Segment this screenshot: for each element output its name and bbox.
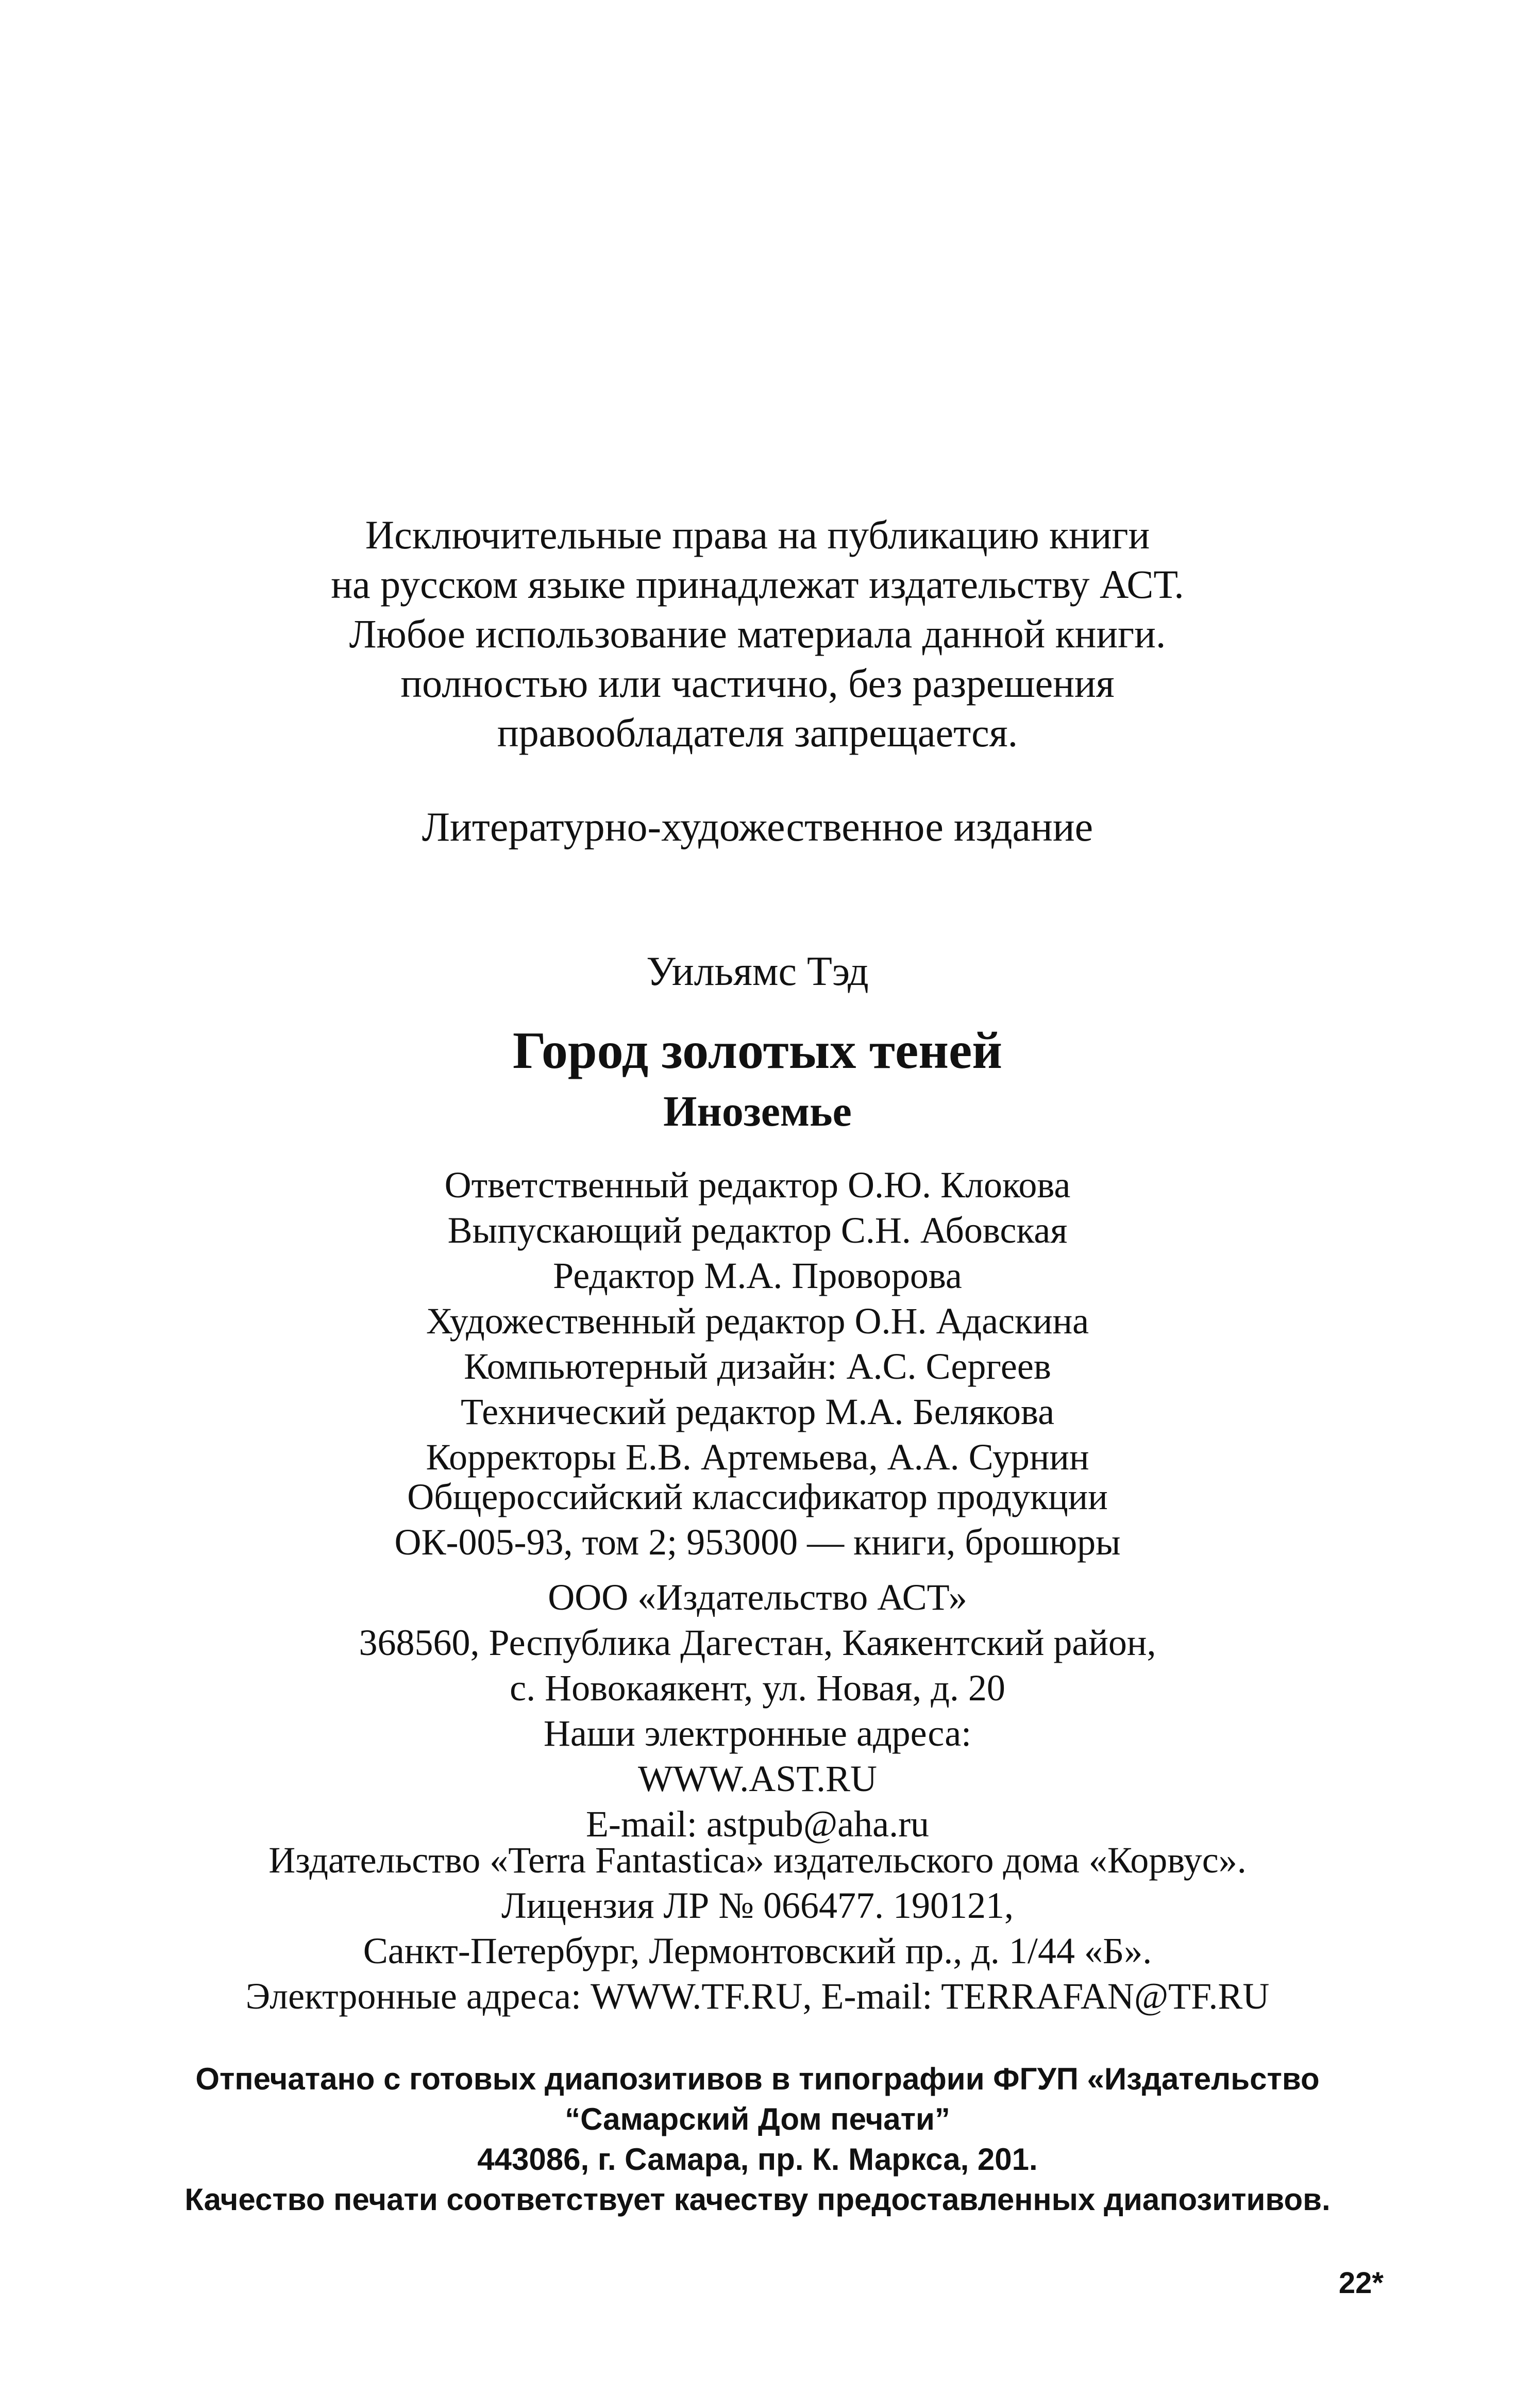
- credit-line: Ответственный редактор О.Ю. Клокова: [444, 1164, 1071, 1206]
- partner-publisher-info: [0, 1837, 1515, 2019]
- product-classifier: [0, 1474, 1515, 1565]
- rights-line: Любое использование материала данной книги.: [349, 611, 1166, 656]
- partner-line: Санкт-Петербург, Лермонтовский пр., д. 1/44 «Б».: [363, 1930, 1152, 1971]
- publisher-line: Наши электронные адреса:: [543, 1713, 972, 1754]
- rights-line: правообладателя запрещается.: [497, 710, 1018, 755]
- publisher-line: 368560, Республика Дагестан, Каякентский район,: [359, 1622, 1156, 1663]
- signature-mark: 22*: [1338, 2266, 1384, 2300]
- credit-line: Редактор М.А. Проворова: [553, 1255, 962, 1296]
- book-author: Уильямс Тэд: [646, 949, 869, 994]
- printing-line: Качество печати соответствует качеству предоставленных диапозитивов.: [184, 2182, 1331, 2217]
- publisher-line: WWW.AST.RU: [638, 1758, 877, 1799]
- book-title: Город золотых теней: [512, 1022, 1003, 1080]
- partner-line: Издательство «Terra Fantastica» издательского дома «Корвус».: [268, 1840, 1247, 1881]
- credit-line: Художественный редактор О.Н. Адаскина: [426, 1300, 1089, 1342]
- publisher-line: ООО «Издательство АСТ»: [548, 1577, 967, 1618]
- classifier-line: ОК-005-93, том 2; 953000 — книги, брошюры: [394, 1521, 1121, 1563]
- editorial-credits: [0, 1162, 1515, 1480]
- credit-line: Технический редактор М.А. Белякова: [460, 1391, 1055, 1432]
- book-subtitle: Иноземье: [663, 1088, 852, 1135]
- partner-line: Электронные адреса: WWW.TF.RU, E-mail: TERRAFAN@TF.RU: [245, 1976, 1270, 2017]
- rights-line: Исключительные права на публикацию книги: [365, 512, 1150, 557]
- classifier-line: Общероссийский классификатор продукции: [407, 1476, 1108, 1517]
- publisher-line: с. Новокаякент, ул. Новая, д. 20: [510, 1667, 1005, 1709]
- genre-label: Литературно-художественное издание: [422, 805, 1093, 850]
- printing-line: “Самарский Дом печати”: [565, 2102, 950, 2136]
- printing-info: [0, 2059, 1515, 2220]
- credit-line: Выпускающий редактор С.Н. Абовская: [447, 1210, 1068, 1251]
- partner-line: Лицензия ЛР № 066477. 190121,: [501, 1885, 1014, 1926]
- rights-notice: [0, 510, 1515, 758]
- printing-line: 443086, г. Самара, пр. К. Маркса, 201.: [477, 2142, 1038, 2177]
- rights-line: на русском языке принадлежат издательству АСТ.: [331, 562, 1184, 607]
- credit-line: Компьютерный дизайн: А.С. Сергеев: [464, 1346, 1051, 1387]
- printing-line: Отпечатано с готовых диапозитивов в типографии ФГУП «Издательство: [195, 2062, 1320, 2096]
- credit-line: Корректоры Е.В. Артемьева, А.А. Сурнин: [426, 1436, 1089, 1478]
- publisher-line: E-mail: astpub@aha.ru: [585, 1803, 930, 1845]
- publisher-info: [0, 1575, 1515, 1847]
- rights-line: полностью или частично, без разрешения: [400, 661, 1115, 706]
